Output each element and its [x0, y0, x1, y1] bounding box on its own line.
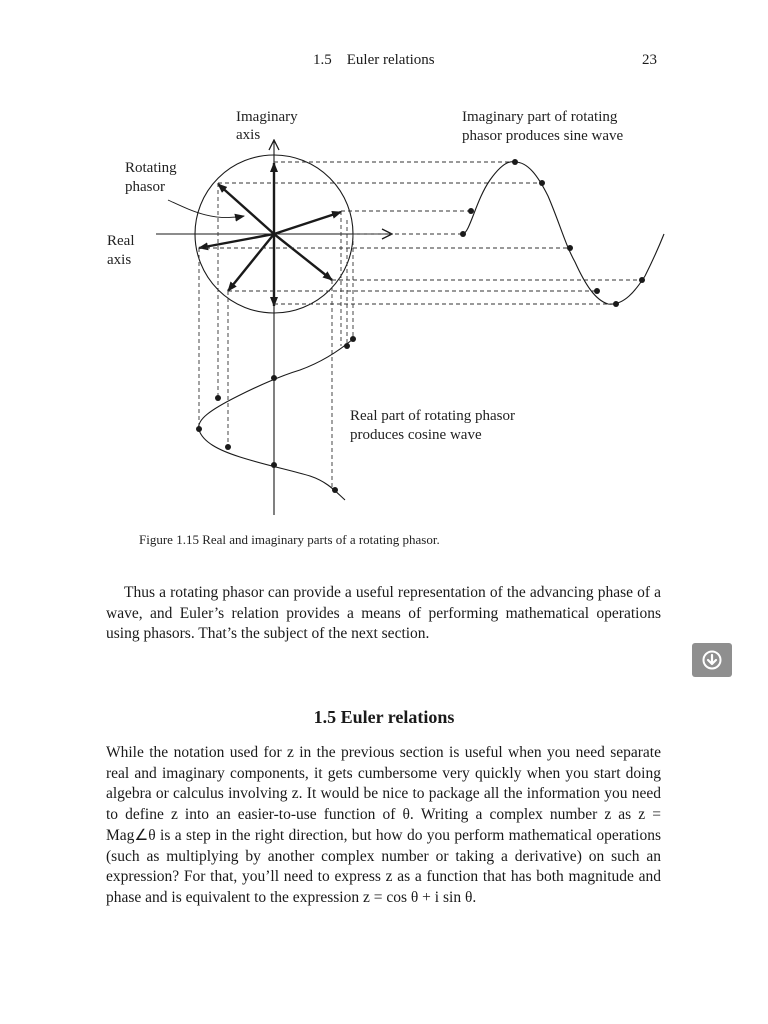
- figure-caption: Figure 1.15 Real and imaginary parts of a rotating phasor.: [139, 532, 440, 547]
- phasor-arrow-upper-left: [218, 184, 274, 234]
- download-button[interactable]: [692, 643, 732, 677]
- label-imaginary-axis: Imaginary: [236, 109, 298, 125]
- page-number: 23: [642, 52, 657, 68]
- phasor-arrow-left: [199, 234, 274, 248]
- svg-text:produces cosine wave: produces cosine wave: [350, 427, 482, 443]
- svg-text:phasor: phasor: [125, 179, 165, 195]
- paragraph-1: Thus a rotating phasor can provide a useful representation of the advancing phase of a wave, and Euler’s relation provides a means of performing mathematical operations using phasors. That’s the subject of the next section.: [106, 584, 661, 643]
- download-icon: [702, 650, 722, 670]
- label-rotating-phasor: Rotating: [125, 160, 177, 176]
- label-real-part: Real part of rotating phasor: [350, 408, 515, 424]
- label-real-axis: Real: [107, 233, 135, 249]
- svg-text:phasor produces sine wave: phasor produces sine wave: [462, 128, 624, 144]
- paragraph-2: While the notation used for z in the previous section is useful when you need separate real and imaginary components, it gets cumbersome very quickly when you start doing algebra or calculus involving z. It would be nice to package all the information you need to define z into an easier-to-use function of θ. Writing a complex number z as z = Mag∠θ is a step in the right direction, but how do you perform mathematical operations (such as multiplying by another complex number or taking a derivative) on such an expression? For that, you’ll need to express z as a function that has both magnitude and phase and is equivalent to the expression z = cos θ + i sin θ.: [106, 744, 661, 906]
- svg-text:axis: axis: [236, 127, 261, 143]
- section-heading: 1.5 Euler relations: [313, 707, 455, 727]
- phasor-arrow-lower-left: [228, 234, 274, 291]
- rotation-pointer-arrow: [168, 200, 244, 218]
- phasor-arrow-upper-right: [274, 212, 341, 234]
- cosine-wave: [199, 339, 353, 500]
- label-imaginary-part: Imaginary part of rotating: [462, 109, 618, 125]
- svg-text:axis: axis: [107, 252, 132, 268]
- phasor-arrow-lower-right: [274, 234, 332, 280]
- running-head-section: 1.5 Euler relations: [313, 52, 435, 68]
